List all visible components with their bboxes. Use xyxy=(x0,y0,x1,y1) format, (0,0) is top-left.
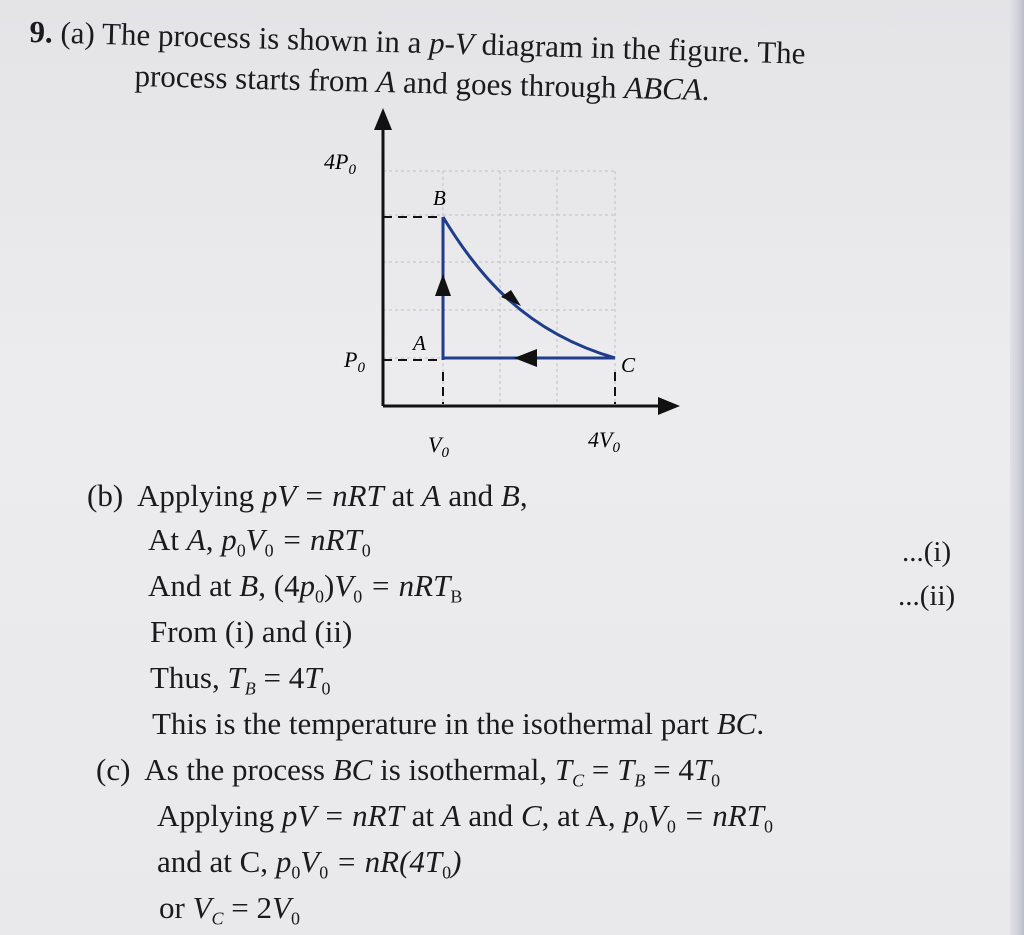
part-c-text: and xyxy=(460,798,521,833)
part-b-text: This is the temperature in the isothermal part xyxy=(152,706,717,741)
part-c-line-3 xyxy=(157,844,462,883)
volume-symbol: V xyxy=(192,890,212,925)
part-a-label: (a) xyxy=(60,14,96,51)
label-point-b: B xyxy=(433,186,446,210)
isothermal-part: BC xyxy=(716,706,757,741)
part-c-text: , at A, xyxy=(541,798,624,833)
pressure-symbol: p xyxy=(299,568,316,603)
part-c-point-a: A xyxy=(441,798,461,833)
temperature-symbol: T xyxy=(304,660,322,695)
equation-rhs: = nR(4T xyxy=(328,844,443,879)
temperature-symbol: T xyxy=(617,752,635,787)
subscript: C xyxy=(572,770,585,791)
arrow-ca xyxy=(514,349,537,367)
part-b-text: Applying xyxy=(136,478,262,513)
subscript: 0 xyxy=(711,770,721,791)
volume-symbol: V xyxy=(272,890,291,925)
label-point-c: C xyxy=(621,353,636,377)
part-b-line-2 xyxy=(148,522,371,561)
subscript: 0 xyxy=(638,816,648,837)
part-b-label: (b) xyxy=(87,478,124,513)
part-a-point-a: A xyxy=(375,63,396,100)
subscript: 0 xyxy=(361,540,371,561)
pressure-symbol: p xyxy=(623,798,639,833)
part-c-text: at xyxy=(403,798,442,833)
subscript: 0 xyxy=(236,540,246,561)
part-c-text: or xyxy=(159,890,193,925)
subscript: 0 xyxy=(442,862,452,883)
x-axis-arrowhead xyxy=(658,397,680,415)
part-c-line-1 xyxy=(96,752,721,791)
volume-symbol: V xyxy=(334,568,354,603)
temperature-symbol: T xyxy=(554,752,573,787)
part-c-label: (c) xyxy=(96,752,131,787)
part-b-point-a: A xyxy=(186,522,206,557)
part-b-line-4: From (i) and (ii) xyxy=(150,614,353,649)
part-a-abca: ABCA xyxy=(623,69,703,107)
temperature-symbol: T xyxy=(693,752,712,787)
pressure-symbol: p xyxy=(221,522,237,557)
part-c-text: = xyxy=(584,752,618,787)
subscript: B xyxy=(634,770,646,791)
equation-ref-ii: ...(ii) xyxy=(898,580,956,612)
x-label-4v0: $4V_0$ xyxy=(588,427,620,456)
temperature-symbol: T xyxy=(227,660,245,695)
process-bc: BC xyxy=(332,752,373,787)
page-edge xyxy=(1010,0,1024,935)
subscript: C xyxy=(211,908,224,929)
subscript: 0 xyxy=(666,816,676,837)
x-label-v0: $V_0$ xyxy=(428,432,449,461)
subscript: 0 xyxy=(763,816,773,837)
part-b-point-b: B xyxy=(239,568,259,603)
question-number: 9. xyxy=(29,14,54,50)
pressure-symbol: p xyxy=(275,844,292,879)
path-bc xyxy=(443,217,615,358)
part-a-pv: p-V xyxy=(428,25,475,62)
y-axis-arrowhead xyxy=(374,108,392,130)
part-b-text: And at xyxy=(148,568,240,603)
part-c-text: Applying xyxy=(157,798,282,833)
subscript: 0 xyxy=(321,678,331,699)
part-b-point-a: A xyxy=(421,478,441,513)
part-c-line-2 xyxy=(157,798,773,837)
part-b-text: and xyxy=(440,478,501,513)
part-a-text-1: The process is shown in a xyxy=(101,16,430,61)
arrow-ab xyxy=(435,274,451,296)
part-a-text-2: diagram in the figure. The xyxy=(473,26,806,71)
part-b-text: At xyxy=(148,522,187,557)
ideal-gas-equation: pV = nRT xyxy=(261,478,384,513)
part-b-line-1 xyxy=(87,478,528,514)
volume-symbol: V xyxy=(300,844,320,879)
part-b-text: . xyxy=(756,706,765,741)
equation-rhs: = nRT xyxy=(362,568,451,603)
part-a-text-4: and goes through xyxy=(394,64,625,105)
part-b-line-6 xyxy=(152,706,764,742)
part-b-text: , xyxy=(205,522,222,557)
label-point-a: A xyxy=(413,331,426,355)
part-b-text: = 4 xyxy=(255,660,305,695)
ideal-gas-equation: pV = nRT xyxy=(281,798,404,833)
part-b-text: at xyxy=(383,478,422,513)
y-label-4p0: $4P_0$ xyxy=(324,149,356,178)
volume-symbol: V xyxy=(647,798,667,833)
part-b-text: , (4 xyxy=(258,568,300,603)
subscript: 0 xyxy=(319,862,329,883)
part-c-text: As the process xyxy=(144,752,333,787)
y-label-p0: $P_0$ xyxy=(344,347,365,376)
part-b-text: ) xyxy=(324,568,335,603)
part-c-text: is isothermal, xyxy=(372,752,555,787)
volume-symbol: V xyxy=(245,522,265,557)
part-b-line-3 xyxy=(148,568,463,607)
part-c-text: ) xyxy=(451,844,462,879)
equation-rhs: = nRT xyxy=(675,798,764,833)
equation-rhs: = nRT xyxy=(273,522,362,557)
subscript: 0 xyxy=(264,540,274,561)
subscript: 0 xyxy=(315,586,325,607)
subscript: B xyxy=(244,678,256,699)
part-c-point-c: C xyxy=(520,798,542,833)
pv-diagram xyxy=(300,100,700,470)
subscript: B xyxy=(450,586,463,607)
part-b-line-5 xyxy=(150,660,331,699)
part-c-text: = 4 xyxy=(645,752,694,787)
part-b-text: Thus, xyxy=(150,660,228,695)
process-path xyxy=(443,217,615,360)
subscript: 0 xyxy=(353,586,363,607)
part-c-text: and at C, xyxy=(157,844,276,879)
part-a-text-3: process starts from xyxy=(134,58,377,99)
equation-ref-i: ...(i) xyxy=(902,536,952,568)
part-c-line-4 xyxy=(159,890,300,929)
part-b-point-b: B xyxy=(500,478,520,513)
part-c-text: = 2 xyxy=(223,890,272,925)
part-b-text: , xyxy=(519,478,528,513)
subscript: 0 xyxy=(290,908,300,929)
part-a-period: . xyxy=(701,71,710,108)
subscript: 0 xyxy=(291,862,301,883)
